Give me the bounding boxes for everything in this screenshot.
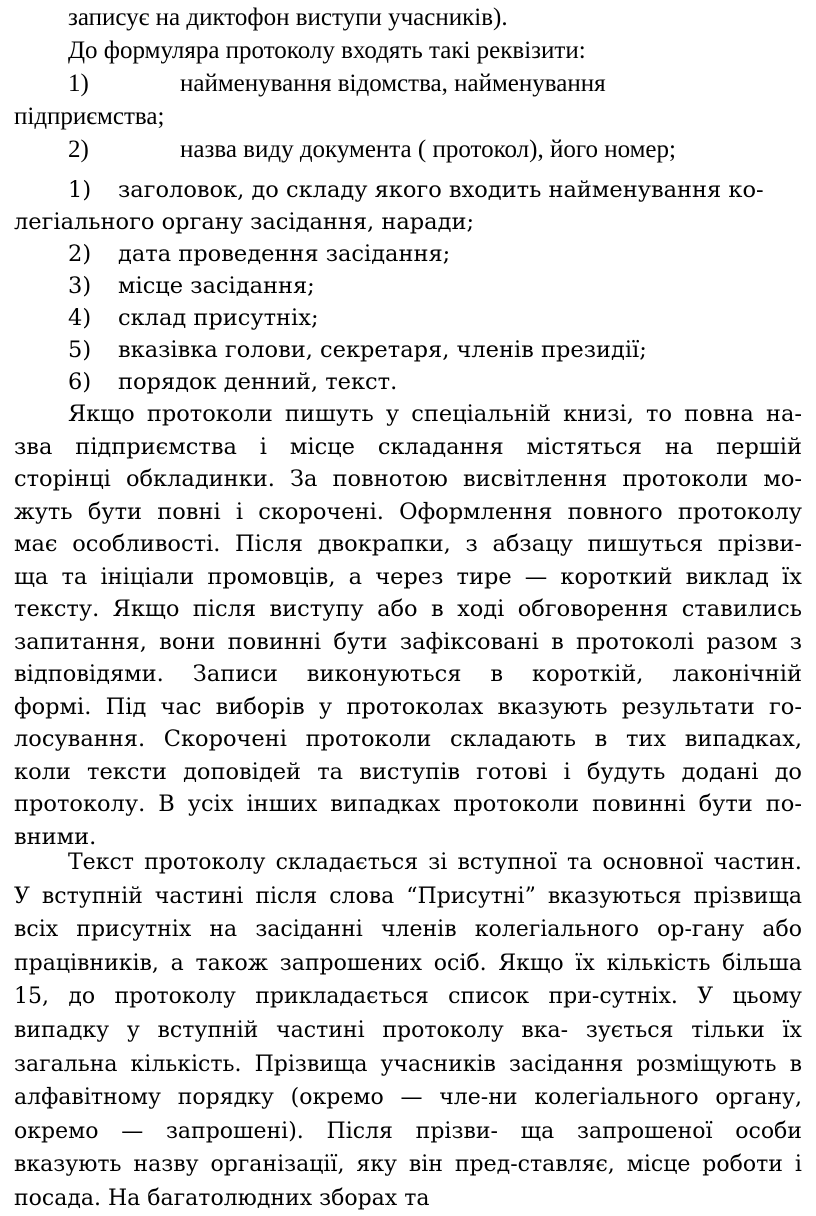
list-item-text: склад присутніх; — [118, 305, 319, 331]
paragraph-line: сторінці обкладинки. За повнотою висвітлення протоколи мо- — [14, 466, 802, 492]
paragraph-line: жуть бути повні і скорочені. Оформлення повного протоколу — [14, 498, 802, 525]
list-item-number: 4) — [68, 305, 92, 331]
list-item-text: порядок денний, текст. — [118, 369, 398, 395]
list-item-number: 2) — [68, 241, 92, 267]
paragraph-line: працівників, а також запрошених осіб. Якщо їх кількість більша — [14, 950, 802, 976]
list-item-text: дата проведення засідання; — [118, 241, 451, 267]
paragraph-line: 15, до протоколу прикладається список при-сутніх. У цьому — [14, 984, 802, 1010]
text-line: записує на диктофон виступи учасників). — [68, 4, 508, 31]
paragraph-line: тексту. Якщо після виступу або в ході обговорення ставились — [14, 596, 802, 622]
list-item-number: 1) — [68, 177, 92, 203]
list-item-number: 1) — [68, 70, 89, 97]
paragraph-line: У вступній частині після слова “Присутні” вказуються прізвища — [14, 883, 802, 909]
paragraph-line: загальна кількість. Прізвища учасників засідання розміщують в — [14, 1051, 802, 1077]
list-item-text: назва виду документа ( протокол), його номер; — [180, 136, 676, 163]
paragraph-line: запитання, вони повинні бути зафіксовані в протоколі разом з — [14, 628, 802, 655]
paragraph-line: випадку у вступній частині протоколу вка- зується тільки їх — [14, 1018, 802, 1043]
paragraph-line: вними. — [14, 823, 97, 850]
list-item-continuation: підприємства; — [14, 103, 165, 130]
list-item-number: 2) — [68, 136, 89, 163]
paragraph-line: вказують назву організації, яку він пред-ставляє, місце роботи і — [14, 1152, 802, 1178]
paragraph-line: зва підприємства і місце складання містяться на першій — [14, 433, 802, 460]
paragraph-line: Якщо протоколи пишуть у спеціальній книзі, то повна на- — [68, 401, 802, 427]
paragraph-line: Текст протоколу складається зі вступної та основної частин. — [68, 850, 802, 875]
paragraph-line: посада. На багатолюдних зборах та — [14, 1186, 430, 1211]
list-item-number: 3) — [68, 273, 92, 299]
paragraph-line: має особливості. Після двокрапки, з абзацу пишуться прізви- — [14, 531, 802, 557]
paragraph-line: окремо — запрошені). Після прізви- ща запрошеної особи — [14, 1118, 802, 1144]
list-item-text: заголовок, до складу якого входить найменування ко- — [118, 177, 764, 203]
paragraph-line: протоколу. В усіх інших випадках протоколи повинні бути по- — [14, 791, 802, 817]
paragraph-line: відповідями. Записи виконуються в короткій, лаконічній — [14, 661, 802, 687]
text-line: До формуляра протоколу входять такі реквізити: — [68, 37, 586, 64]
list-item-text: місце засідання; — [118, 273, 315, 299]
paragraph-line: формі. Під час виборів у протоколах вказують результати го- — [14, 693, 802, 720]
paragraph-line: всіх присутніх на засіданні членів колегіального ор-гану або — [14, 917, 802, 943]
list-item-number: 5) — [68, 337, 92, 363]
paragraph-line: коли тексти доповідей та виступів готові і будуть додані до — [14, 758, 802, 785]
paragraph-line: ща та ініціали промовців, а через тире — короткий виклад їх — [14, 563, 802, 590]
list-item-continuation: легіального органу засідання, наради; — [14, 209, 475, 235]
list-item-number: 6) — [68, 369, 92, 395]
paragraph-line: алфавітному порядку (окремо — чле-ни колегіального органу, — [14, 1085, 802, 1111]
paragraph-line: лосування. Скорочені протоколи складають в тих випадках, — [14, 726, 802, 752]
list-item-text: вказівка голови, секретаря, членів президії; — [118, 337, 647, 363]
list-item-text: найменування відомства, найменування — [180, 70, 606, 97]
